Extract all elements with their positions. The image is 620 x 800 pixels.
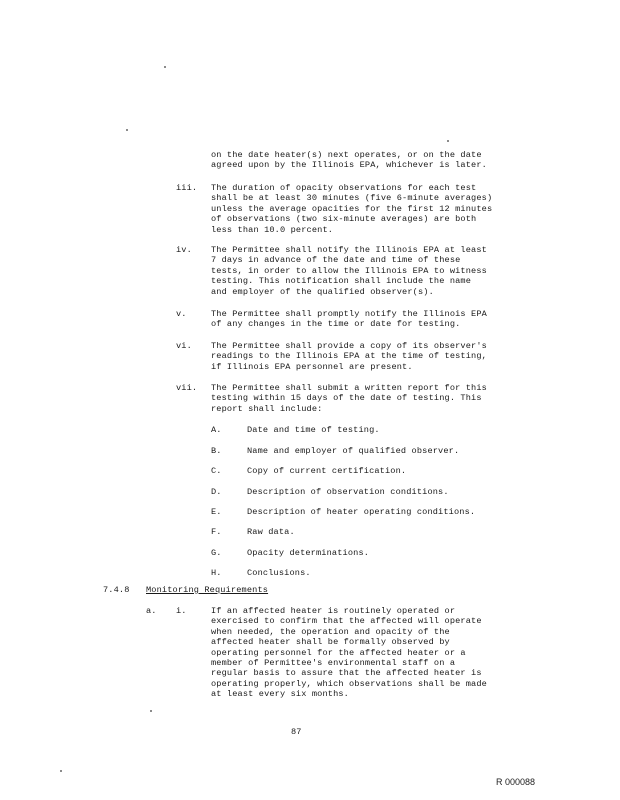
subitem-text: Description of heater operating conditions. — [247, 507, 476, 517]
subitem-letter: F. — [211, 527, 222, 537]
item-text: The Permittee shall submit a written report for this testing within 15 days of the date of testing. This report shall include: — [211, 383, 487, 414]
section-title: Monitoring Requirements — [146, 585, 269, 595]
section-number: 7.4.8 — [103, 585, 130, 595]
subitem-text: Copy of current certification. — [247, 466, 407, 476]
item-number: iv. — [176, 245, 192, 255]
subitem-letter: B. — [211, 446, 222, 456]
item-text: The duration of opacity observations for each test shall be at least 30 minutes (five 6-minute averages) unless the average opacities for the first 12 minutes of observations (two six-minute averages) are both less than 10.0 percent. — [211, 183, 493, 235]
subitem-letter: H. — [211, 568, 222, 578]
subitem-letter: D. — [211, 487, 222, 497]
subitem-text: Raw data. — [247, 527, 295, 537]
item-number: v. — [176, 309, 187, 319]
section-item-text: If an affected heater is routinely operated or exercised to confirm that the affected will operate when needed, the operation and opacity of the affected heater shall be formally observed by operating personnel for the affected heater or a member of Permittee's environmental staff on a regular basis to assure that the affected heater is operating properly, which observations shall be made at least every six months. — [211, 606, 487, 700]
item-text: The Permittee shall notify the Illinois EPA at least 7 days in advance of the date and time of these tests, in order to allow the Illinois EPA to witness testing. This notification shall include the name and employer of the qualified observer(s). — [211, 245, 487, 297]
subitem-letter: C. — [211, 466, 222, 476]
scan-speck — [60, 770, 62, 772]
subitem-letter: A. — [211, 425, 222, 435]
section-item-number: i. — [176, 606, 187, 616]
scan-speck — [447, 140, 449, 142]
subitem-text: Date and time of testing. — [247, 425, 380, 435]
document-id: R 000088 — [496, 777, 536, 787]
intro-paragraph: on the date heater(s) next operates, or on the date agreed upon by the Illinois EPA, whichever is later. — [211, 150, 487, 171]
item-number: iii. — [176, 183, 198, 193]
subitem-text: Conclusions. — [247, 568, 311, 578]
item-number: vii. — [176, 383, 198, 393]
subitem-text: Name and employer of qualified observer. — [247, 446, 460, 456]
subitem-letter: G. — [211, 548, 222, 558]
subitem-text: Description of observation conditions. — [247, 487, 449, 497]
item-text: The Permittee shall provide a copy of its observer's readings to the Illinois EPA at the time of testing, if Illinois EPA personnel are present. — [211, 341, 487, 372]
subitem-text: Opacity determinations. — [247, 548, 370, 558]
page-number: 87 — [291, 727, 302, 737]
item-text: The Permittee shall promptly notify the Illinois EPA of any changes in the time or date for testing. — [211, 309, 487, 330]
item-number: vi. — [176, 341, 192, 351]
section-item-letter: a. — [146, 606, 157, 616]
scan-speck — [126, 129, 128, 131]
subitem-letter: E. — [211, 507, 222, 517]
scan-speck — [150, 710, 152, 712]
scan-speck — [164, 66, 166, 68]
